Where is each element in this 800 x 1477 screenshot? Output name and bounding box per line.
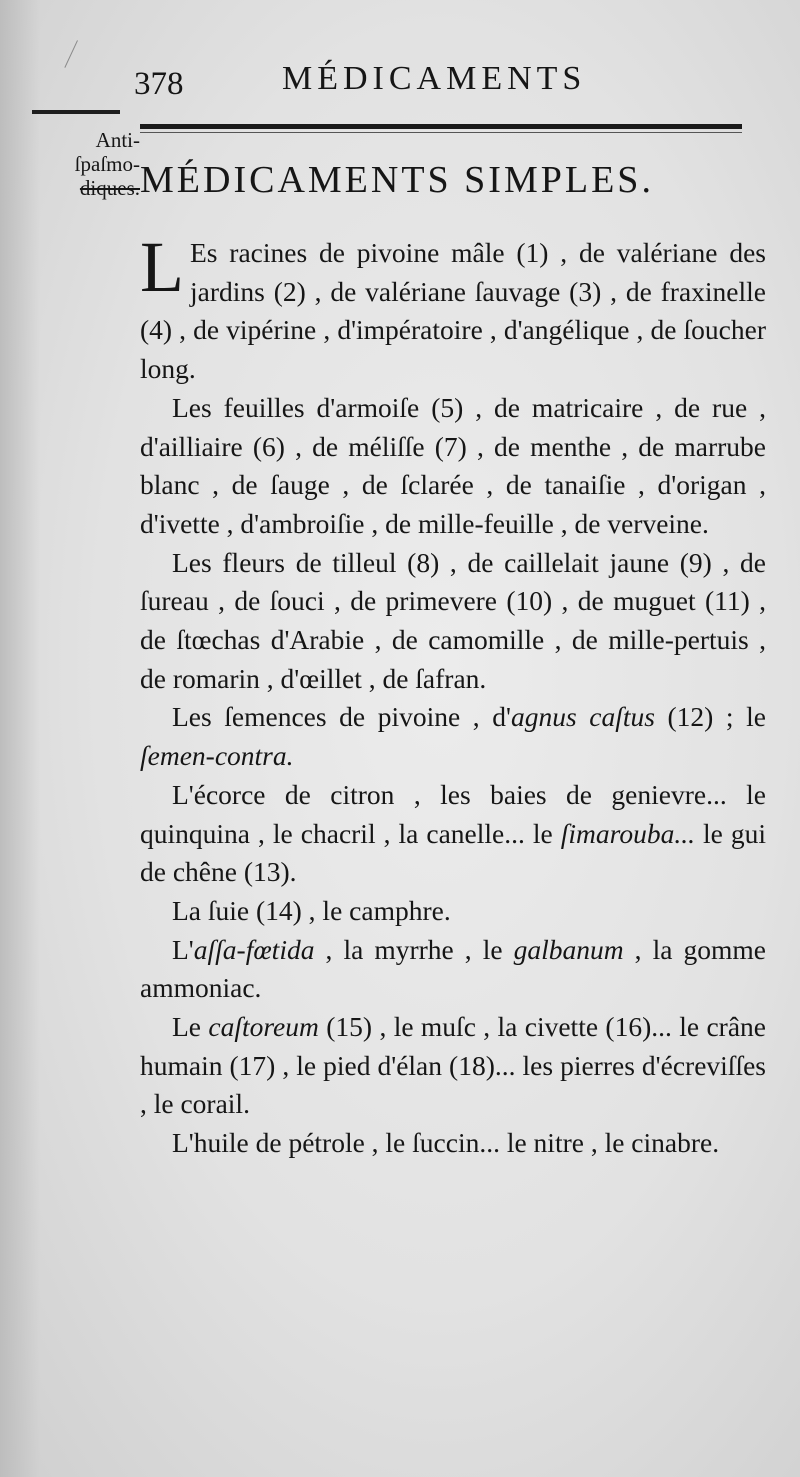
margin-note bbox=[30, 128, 140, 200]
page-number: 378 bbox=[134, 66, 184, 102]
paragraph-text: Les ſemences de pivoine , d' bbox=[172, 701, 511, 733]
paragraph-text: Es racines de pivoine mâle (1) , de valériane des jardins (2) , de valériane ſauvage (3) , de fraxinelle (4) , de vipérine , d'impératoire , d'angélique , de ſoucher long. bbox=[140, 237, 766, 385]
paragraph-text: (12) ; le bbox=[654, 701, 766, 733]
paragraph bbox=[140, 892, 766, 931]
margin-note-line: Anti- bbox=[95, 128, 140, 152]
paragraph bbox=[140, 698, 766, 775]
paragraph-text: , la gomme ammoniac. bbox=[140, 933, 766, 1004]
italic-term: agnus caſtus bbox=[510, 701, 655, 733]
paragraph bbox=[140, 389, 766, 544]
italic-term: galbanum bbox=[513, 933, 624, 965]
paragraph-text: Les feuilles d'armoiſe (5) , de matricaire , de rue , d'ailliaire (6) , de méliſſe (7) , de menthe , de marrube blanc , de ſauge , de ſclarée , de tanaiſie , d'origan , d'ivette , d'ambroiſie , de mille-feuille , de verveine. bbox=[140, 391, 766, 539]
paragraph bbox=[140, 776, 766, 892]
page-gutter-shadow bbox=[0, 0, 40, 1477]
section-title: MÉDICAMENTS SIMPLES. bbox=[140, 159, 654, 201]
paragraph bbox=[140, 1124, 766, 1163]
italic-term: caſtoreum bbox=[208, 1011, 319, 1043]
paragraph bbox=[140, 1008, 766, 1124]
margin-note-line: diques. bbox=[79, 176, 140, 200]
paragraph-text: le gui de chêne (13). bbox=[140, 817, 766, 888]
running-head bbox=[0, 60, 800, 110]
margin-rule bbox=[32, 110, 120, 114]
paragraph-text: (15) , le muſc , la civette (16)... le crâne humain (17) , le pied d'élan (18)... les pierres d'écreviſſes , le corail. bbox=[140, 1011, 766, 1120]
paragraph-text: Le bbox=[172, 1011, 209, 1043]
body-text bbox=[140, 227, 766, 1163]
paragraph bbox=[140, 227, 766, 389]
paragraph-text: La ſuie (14) , le camphre. bbox=[172, 894, 451, 926]
paragraph bbox=[140, 544, 766, 699]
paragraph bbox=[140, 931, 766, 1008]
italic-term: ſemen-contra. bbox=[140, 740, 294, 772]
paragraph-text: L'huile de pétrole , le ſuccin... le nitre , le cinabre. bbox=[172, 1127, 720, 1159]
header-rule bbox=[140, 124, 742, 129]
margin-note-line: ſpaſmo- bbox=[74, 152, 140, 176]
drop-cap: L bbox=[140, 227, 184, 307]
running-title: MÉDICAMENTS bbox=[282, 60, 587, 97]
paragraph-text: L'écorce de citron , les baies de genievre... le quinquina , le chacril , la canelle... le bbox=[140, 778, 766, 849]
paragraph-text: L' bbox=[172, 933, 194, 965]
header-rule-thin bbox=[140, 132, 742, 133]
italic-term: ſimarouba... bbox=[560, 817, 695, 849]
italic-term: aſſa-fœtida bbox=[193, 933, 315, 965]
paragraph-text: , la myrrhe , le bbox=[314, 933, 514, 965]
paragraph-text: Les fleurs de tilleul (8) , de caillelait jaune (9) , de ſureau , de ſouci , de primevere (10) , de muguet (11) , de ſtœchas d'Arabie , de camomille , de mille-pertuis , de romarin , d'œillet , de ſafran. bbox=[140, 546, 766, 694]
